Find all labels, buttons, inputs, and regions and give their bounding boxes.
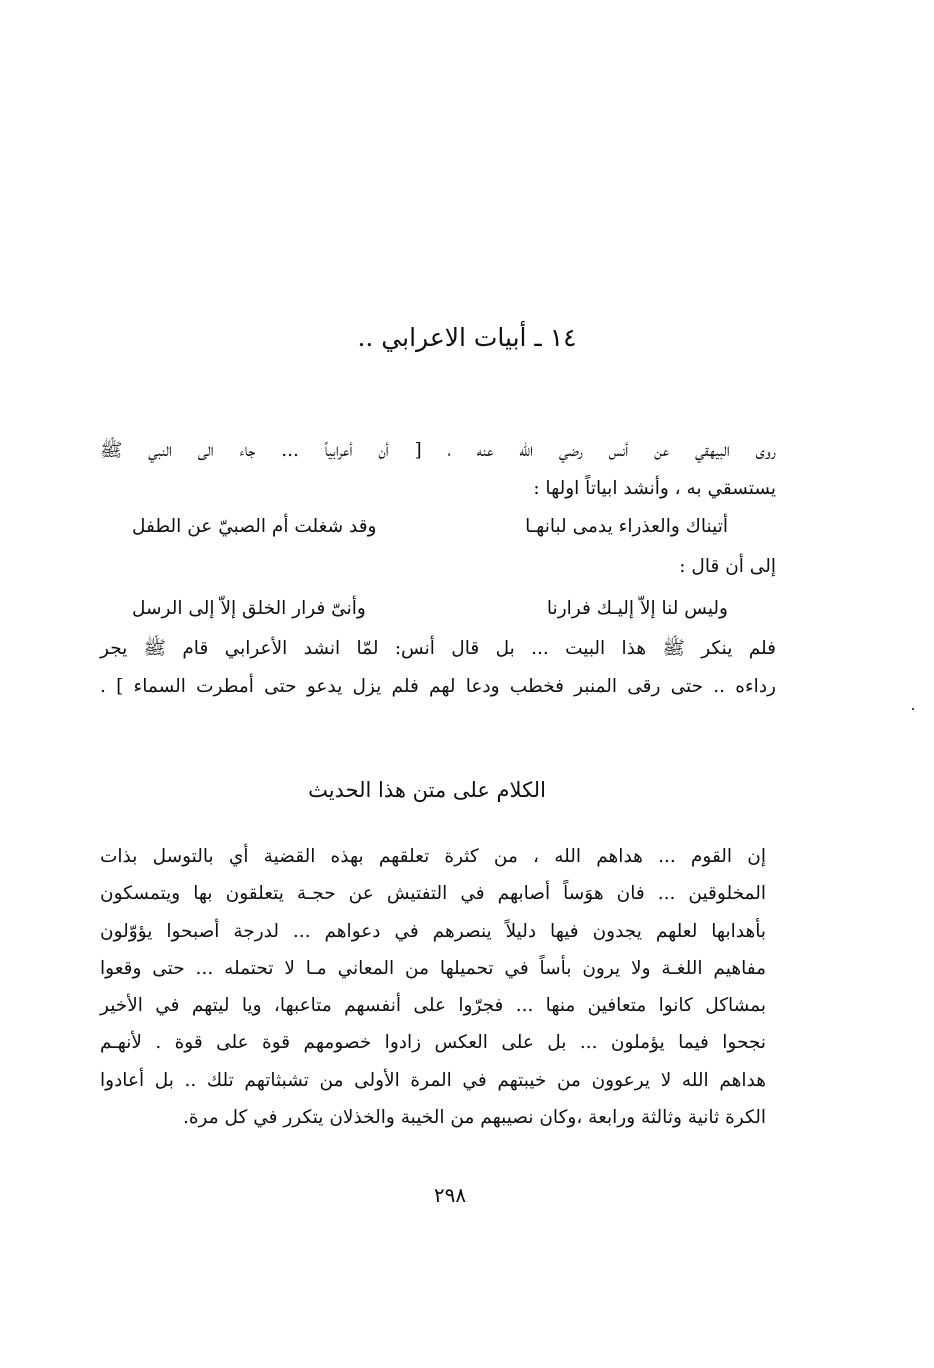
paragraph-line: هداهم الله لا يرعوون من خيبتهم في المرة الأولى من تشبثاتهم تلك .. بل أعادوا bbox=[100, 1069, 766, 1091]
intro-line: روى البيهقي عن أنس رضي الله عنه ، [ أن أعرابياً ... جاء الى النبي ﷺ bbox=[100, 440, 776, 461]
verse-second-hemistich: وقد شغلت أم الصبيّ عن الطفل bbox=[132, 516, 377, 537]
paragraph-line: إن القوم ... هداهم الله ، من كثرة تعلقهم بهذه القضية أي بالتوسل بذات bbox=[100, 846, 766, 867]
verse-first-hemistich: أتيناك والعذراء يدمى لبانهـا bbox=[525, 516, 728, 537]
poem-verse bbox=[120, 508, 728, 546]
closing-line: رداءه .. حتى رقى المنبر فخطب ودعا لهم فلم يزل يدعو حتى أمطرت السماء ] . bbox=[100, 676, 776, 697]
paragraph-line: الكرة ثانية وثالثة ورابعة ،وكان نصيبهم من الخيبة والخذلان يتكرر في كل مرة. bbox=[182, 1107, 766, 1129]
paragraph-line: بمشاكل كانوا متعافين منها ... فجرّوا على أنفسهم متاعبها، ويا ليتهم في الأخير bbox=[100, 995, 766, 1017]
paragraph-line: بأهدابها لعلهم يجدون فيها دليلاً ينصرهم في دعواهم ... لدرجة أصبحوا يؤوّلون bbox=[100, 920, 766, 942]
body-paragraph bbox=[100, 838, 766, 1136]
margin-dot bbox=[912, 708, 914, 710]
verse-second-hemistich: وأنىّ فرار الخلق إلاّ إلى الرسل bbox=[132, 598, 366, 619]
paragraph-line: نجحوا فيما يؤملون ... بل على العكس زادوا خصومهم قوة على قوة . لأنهـم bbox=[100, 1032, 766, 1054]
paragraph-line: مفاهيم اللغـة ولا يرون بأساً في تحميلها من المعاني مـا لا تحتمله ... حتى وقعوا bbox=[100, 957, 766, 979]
page-number: ٢٩٨ bbox=[433, 1183, 467, 1207]
paragraph-line: المخلوقين ... فان هوَساً أصابهم في التفتيش عن حجـة يتعلقون بها ويتمسكون bbox=[100, 883, 766, 905]
transition-line: إلى أن قال : bbox=[679, 556, 776, 577]
hadith-intro bbox=[100, 432, 776, 508]
poem-verse bbox=[120, 590, 728, 628]
chapter-title: ١٤ ـ أبيات الاعرابي .. bbox=[357, 323, 577, 352]
closing-line: فلم ينكر ﷺ هذا البيت ... بل قال أنس: لمّا انشد الأعرابي قام ﷺ يجر bbox=[100, 638, 776, 659]
transition-text bbox=[100, 548, 776, 586]
section-title: الكلام على متن هذا الحديث bbox=[308, 778, 546, 802]
intro-line: يستسقي به ، وأنشد ابياتاً اولها : bbox=[533, 478, 776, 499]
verse-first-hemistich: وليس لنا إلاّ إليـك فرارنا bbox=[546, 598, 728, 619]
hadith-closing bbox=[100, 630, 776, 706]
